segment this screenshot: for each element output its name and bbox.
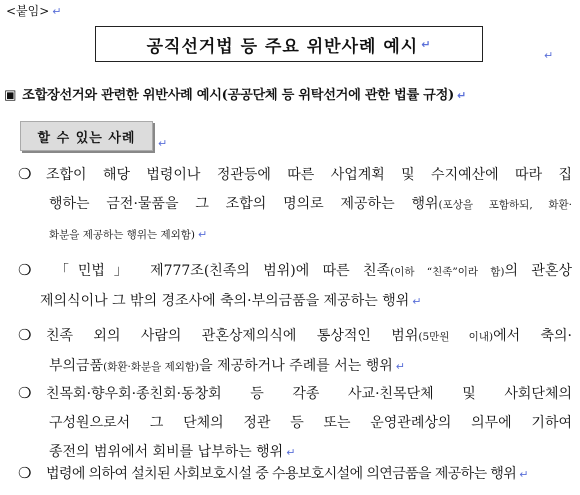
return-mark-icon: ↵ [395, 360, 405, 373]
circle-bullet-icon: ❍ [18, 326, 32, 344]
list-item: ❍ 법령에 의하여 설치된 사회보호시설 중 수용보호시설에 의연금품을 제공하는 행위 ↵ [18, 459, 572, 489]
circle-bullet-icon: ❍ [18, 464, 31, 482]
return-mark-icon: ↵ [544, 49, 554, 62]
return-mark-icon: ↵ [412, 295, 422, 308]
list-item: ❍ 친족 외의 사람의 관혼상제의식에 통상적인 범위(5만원 이내)에서 축의· 부의금품(화환·화분을 제외함)을 제공하거나 주례를 서는 행위 ↵ [18, 321, 572, 382]
return-mark-icon: ↵ [519, 468, 528, 481]
return-mark-icon: ↵ [286, 446, 296, 459]
return-mark-icon: ↵ [52, 5, 62, 18]
allowed-cases-tag: 할 수 있는 사례 [20, 121, 153, 151]
attachment-label: <붙임> ↵ [6, 4, 62, 18]
list-item: ❍ 「민법」 제777조(친족의 범위)에 따른 친족(이하 “친족”이라 함)의 관혼상 제의식이나 그 밖의 경조사에 축의·부의금품을 제공하는 행위 ↵ [18, 256, 572, 316]
return-mark-icon: ↵ [158, 137, 168, 150]
return-mark-icon: ↵ [457, 89, 466, 102]
circle-bullet-icon: ❍ [18, 384, 32, 402]
section-heading: ▣ 조합장선거와 관련한 위반사례 예시(공공단체 등 위탁선거에 관한 법률 규정) ↵ [4, 88, 466, 103]
square-marker-icon: ▣ [4, 88, 17, 103]
document-title: 공직선거법 등 주요 위반사례 예시 ↵ [95, 26, 483, 62]
return-mark-icon: ↵ [421, 37, 432, 51]
circle-bullet-icon: ❍ [18, 165, 32, 183]
circle-bullet-icon: ❍ [18, 261, 32, 279]
list-item: ❍ 친목회·향우회·종친회·동창회 등 각종 사교·친목단체 및 사회단체의 구성원으로서 그 단체의 정관 등 또는 운영관례상의 의무에 기하여 종전의 범위에서 회비를 납부하는 행위 ↵ [18, 379, 572, 467]
list-item: ❍ 조합이 해당 법령이나 정관등에 따른 사업계획 및 수지예산에 따라 집 행하는 금전·물품을 그 조합의 명의로 제공하는 행위(포상을 포함하되, 화환· 화분을 제공하는 행위는 제외함) ↵ [18, 160, 572, 250]
return-mark-icon: ↵ [197, 228, 208, 241]
